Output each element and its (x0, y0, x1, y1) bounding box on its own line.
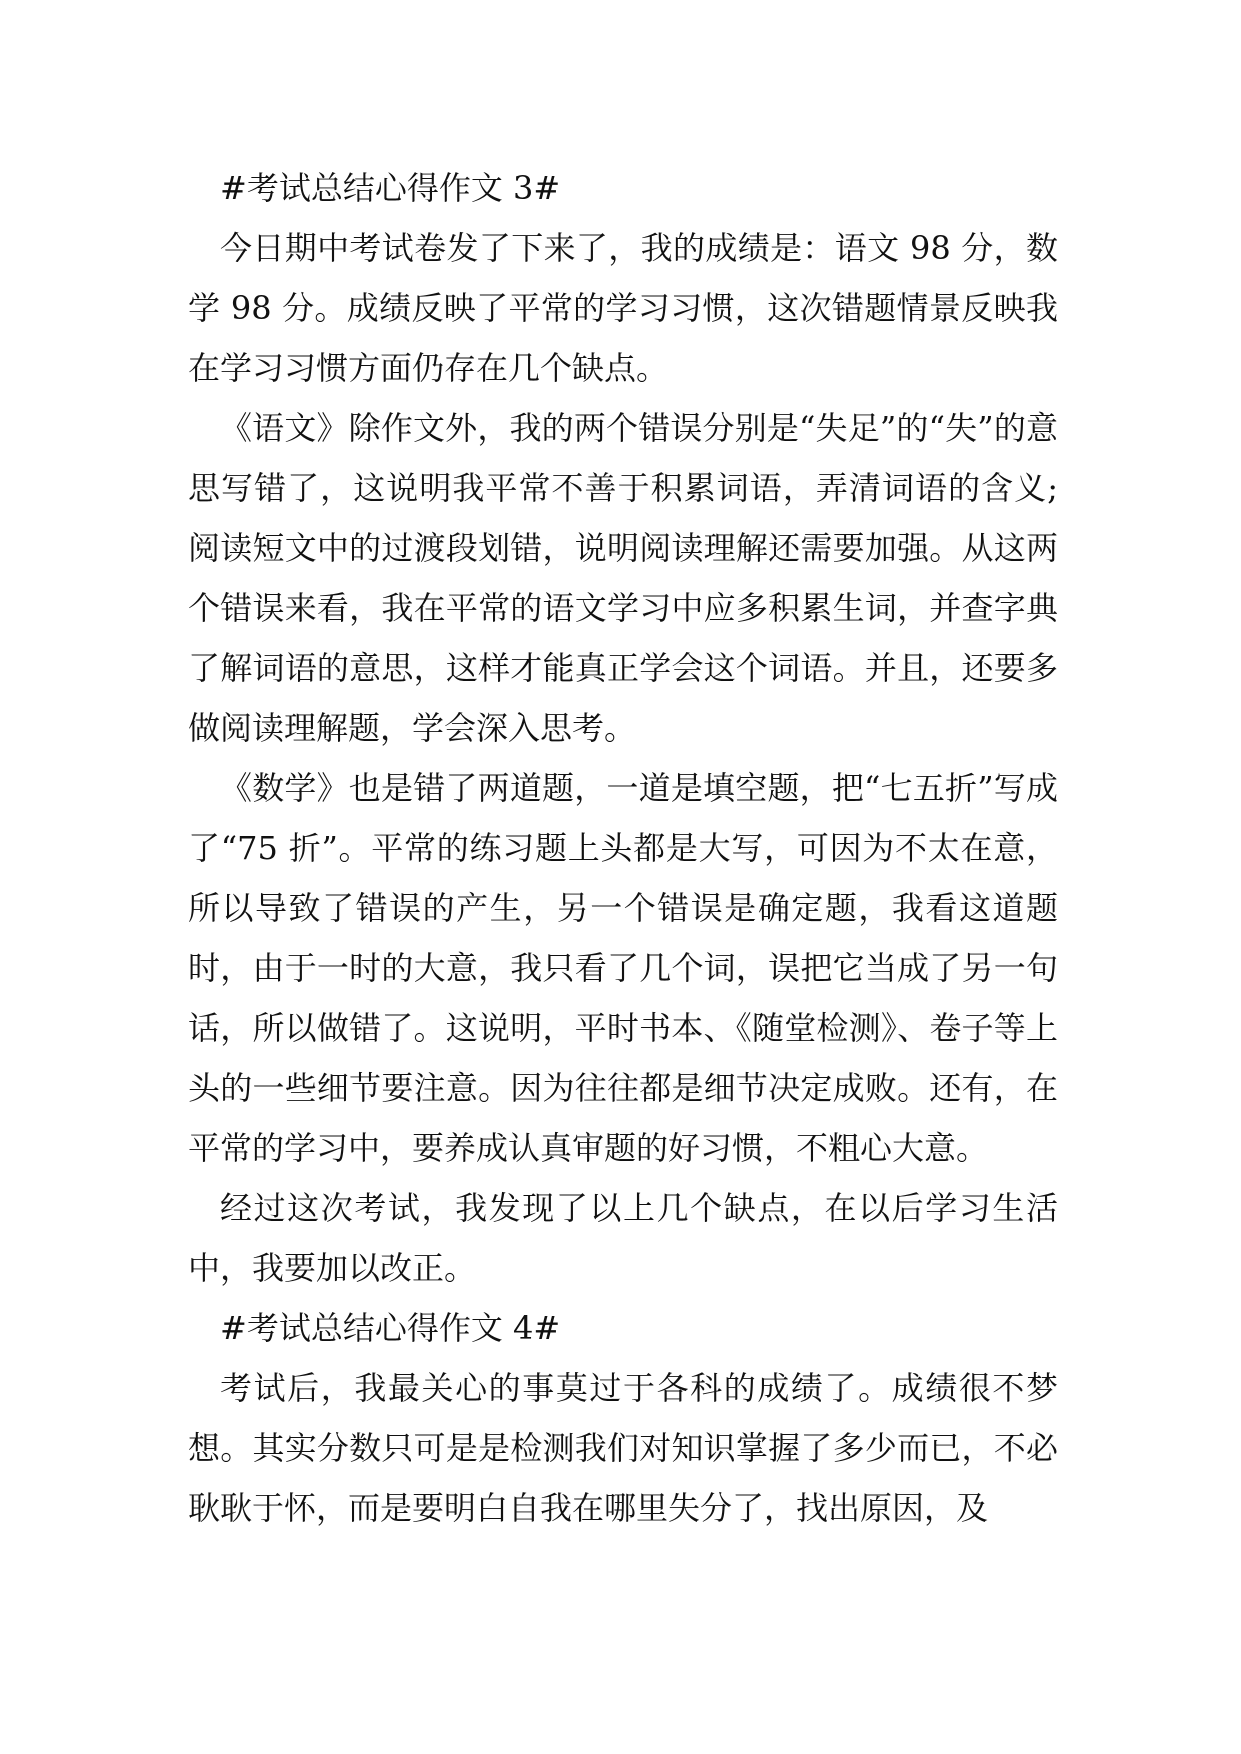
paragraph: 《语文》除作文外，我的两个错误分别是“失足”的“失”的意思写错了，这说明我平常不善于积累词语，弄清词语的含义;阅读短文中的过渡段划错，说明阅读理解还需要加强。从这两个错误来看，我在平常的语文学习中应多积累生词，并查字典了解词语的意思，这样才能真正学会这个词语。并且，还要多做阅读理解题，学会深入思考。 (188, 409, 1058, 747)
document-body (188, 158, 1058, 1538)
paragraph: 经过这次考试，我发现了以上几个缺点，在以后学习生活中，我要加以改正。 (188, 1189, 1058, 1287)
paragraph: 考试后，我最关心的事莫过于各科的成绩了。成绩很不梦想。其实分数只可是是检测我们对知识掌握了多少而已，不必耿耿于怀，而是要明白自我在哪里失分了，找出原因，及 (188, 1369, 1058, 1527)
section-heading-4: #考试总结心得作文 4# (220, 1309, 561, 1347)
paragraph: 《数学》也是错了两道题，一道是填空题，把“七五折”写成了“75 折”。平常的练习题上头都是大写，可因为不太在意，所以导致了错误的产生，另一个错误是确定题，我看这道题时，由于一时的大意，我只看了几个词，误把它当成了另一句话，所以做错了。这说明，平时书本、《随堂检测》、卷子等上头的一些细节要注意。因为往往都是细节决定成败。还有，在平常的学习中，要养成认真审题的好习惯，不粗心大意。 (188, 769, 1058, 1167)
section-heading-3: #考试总结心得作文 3# (220, 169, 561, 207)
paragraph: 今日期中考试卷发了下来了，我的成绩是：语文 98 分，数学 98 分。成绩反映了平常的学习习惯，这次错题情景反映我在学习习惯方面仍存在几个缺点。 (188, 229, 1058, 387)
